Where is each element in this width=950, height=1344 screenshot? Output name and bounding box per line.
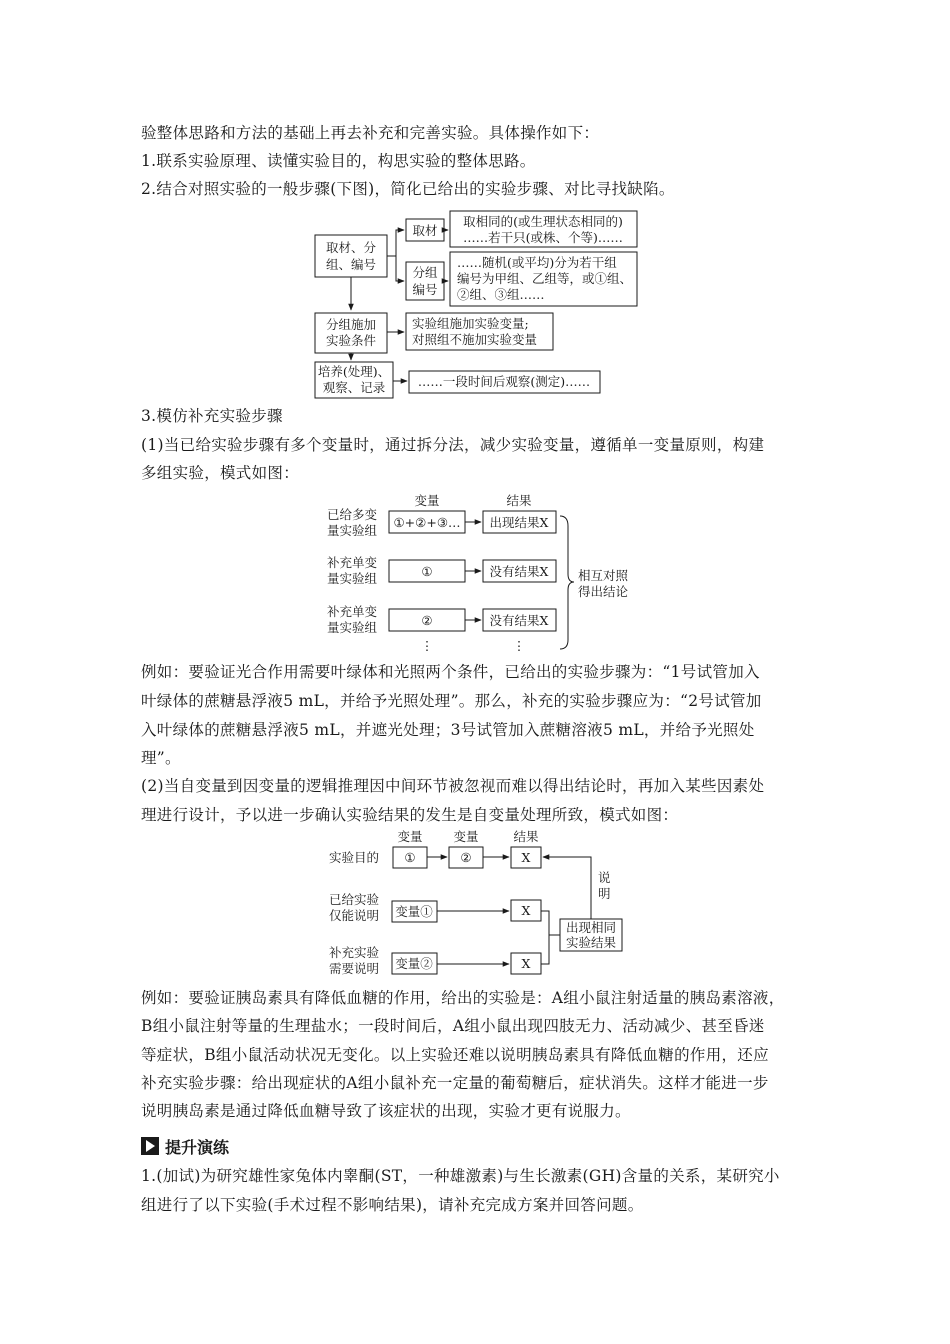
label: ②组、③组…… <box>457 287 545 302</box>
label: 实验组施加实验变量; <box>412 316 529 331</box>
label: 实验条件 <box>325 333 377 348</box>
diagram-label: ② <box>460 850 472 865</box>
diagram-label: X <box>521 956 531 971</box>
text-line: 1.联系实验原理、读懂实验目的，构思实验的整体思路。 <box>141 152 536 170</box>
section-heading <box>141 1135 229 1157</box>
diagram-label: 量实验组 <box>326 620 378 635</box>
diagram-label: ⋮ <box>512 638 526 653</box>
diagram-label: ① <box>404 850 416 865</box>
diagram-label: 补充单变 <box>326 604 378 619</box>
diagram-label: 变量① <box>395 904 433 919</box>
text-line: 说明胰岛素是通过降低血糖导致了该症状的出现，实验才更有说服力。 <box>141 1102 631 1120</box>
diagram-label: 变量 <box>397 829 423 844</box>
diagram-label: 结果 <box>513 829 539 844</box>
label: 取材、分 <box>325 240 377 255</box>
diagram-label: 仅能说明 <box>328 908 380 923</box>
label: ……若干只(或株、个等)…… <box>463 230 623 245</box>
diagram-label: 量实验组 <box>326 523 378 538</box>
diagram-label: ② <box>421 613 433 628</box>
label: 培养(处理)、 <box>317 364 391 379</box>
diagram-label: ①+②+③… <box>393 515 461 530</box>
diagram-label: 变量 <box>453 829 479 844</box>
play-marker-icon <box>141 1137 159 1155</box>
diagram-label: 需要说明 <box>328 961 380 976</box>
text-line: 例如：要验证胰岛素具有降低血糖的作用，给出的实验是：A组小鼠注射适量的胰岛素溶液， <box>141 989 785 1007</box>
text-line: 理”。 <box>141 749 181 767</box>
diagram-label: 实验结果 <box>565 935 617 950</box>
diagram-label: 结果 <box>506 493 532 508</box>
label: 观察、记录 <box>322 380 386 395</box>
label: 对照组不施加实验变量 <box>412 332 538 347</box>
label: 分组 <box>412 265 438 280</box>
text-line: 入叶绿体的蔗糖悬浮液5 mL，并遮光处理；3号试管加入蔗糖溶液5 mL，并给予光照处 <box>141 721 755 739</box>
diagram-label: 变量② <box>395 956 433 971</box>
label: 编号 <box>412 282 438 297</box>
diagram-label: ⋮ <box>420 638 434 653</box>
diagram-label: 出现相同 <box>565 920 617 935</box>
diagram-label: 量实验组 <box>326 571 378 586</box>
text-line: 验整体思路和方法的基础上再去补充和完善实验。具体操作如下： <box>141 124 600 142</box>
label: ……随机(或平均)分为若干组 <box>457 255 617 270</box>
label: ……一段时间后观察(测定)…… <box>417 374 591 389</box>
text-line: 组进行了以下实验(手术过程不影响结果)，请补充完成方案并回答问题。 <box>141 1196 644 1214</box>
section-title: 提升演练 <box>165 1137 230 1157</box>
diagram-label: 已给实验 <box>328 892 380 907</box>
text-line: 理进行设计，予以进一步确认实验结果的发生是自变量处理所致，模式如图： <box>141 806 679 824</box>
text-line: 叶绿体的蔗糖悬浮液5 mL，并给予光照处理”。那么，补充的实验步骤应为：“2号试管加 <box>141 692 762 710</box>
diagram-label: 变量 <box>414 493 440 508</box>
label: 组、编号 <box>325 257 377 272</box>
text-line: (2)当自变量到因变量的逻辑推理因中间环节被忽视而难以得出结论时，再加入某些因素处 <box>141 777 765 795</box>
text-line: 多组实验，模式如图： <box>141 464 300 482</box>
text-line: B组小鼠注射等量的生理盐水；一段时间后，A组小鼠出现四肢无力、活动减少、甚至昏迷 <box>141 1017 765 1035</box>
diagram-label: ① <box>421 564 433 579</box>
text-line: 1.(加试)为研究雄性家兔体内睾酮(ST，一种雄激素)与生长激素(GH)含量的关系，某研究小 <box>141 1167 780 1185</box>
diagram-label: 明 <box>598 886 611 901</box>
text-line: 例如：要验证光合作用需要叶绿体和光照两个条件，已给出的实验步骤为：“1号试管加入 <box>141 663 760 681</box>
diagram-label: X <box>521 903 531 918</box>
label: 取相同的(或生理状态相同的) <box>463 214 623 229</box>
diagram-label: 实验目的 <box>328 850 380 865</box>
diagram-label: 没有结果X <box>489 564 549 579</box>
diagram-label: X <box>521 850 531 865</box>
split-variable-diagram <box>310 490 640 655</box>
text-line: 补充实验步骤：给出现症状的A组小鼠补充一定量的葡萄糖后，症状消失。这样才能进一步 <box>141 1074 769 1092</box>
text-line: 等症状，B组小鼠活动状况无变化。以上实验还难以说明胰岛素具有降低血糖的作用，还应 <box>141 1046 769 1064</box>
diagram-label: 说 <box>598 870 611 885</box>
diagram-label: 相互对照 <box>578 568 629 583</box>
label: 取材 <box>412 223 438 238</box>
diagram-label: 补充单变 <box>326 555 378 570</box>
intermediate-step-diagram <box>310 825 640 980</box>
diagram-label: 已给多变 <box>326 507 378 522</box>
text-line: (1)当已给实验步骤有多个变量时，通过拆分法，减少实验变量，遵循单一变量原则，构建 <box>141 436 765 454</box>
text-line: 3.模仿补充实验步骤 <box>141 407 283 425</box>
text-line: 2.结合对照实验的一般步骤(下图)，简化已给出的实验步骤、对比寻找缺陷。 <box>141 180 675 198</box>
label: 编号为甲组、乙组等，或①组、 <box>457 271 633 286</box>
diagram-label: 出现结果X <box>489 515 549 530</box>
diagram-label: 没有结果X <box>489 613 549 628</box>
control-experiment-diagram <box>300 205 660 405</box>
diagram-label: 得出结论 <box>578 584 629 599</box>
diagram-label: 补充实验 <box>328 945 380 960</box>
label: 分组施加 <box>325 317 377 332</box>
